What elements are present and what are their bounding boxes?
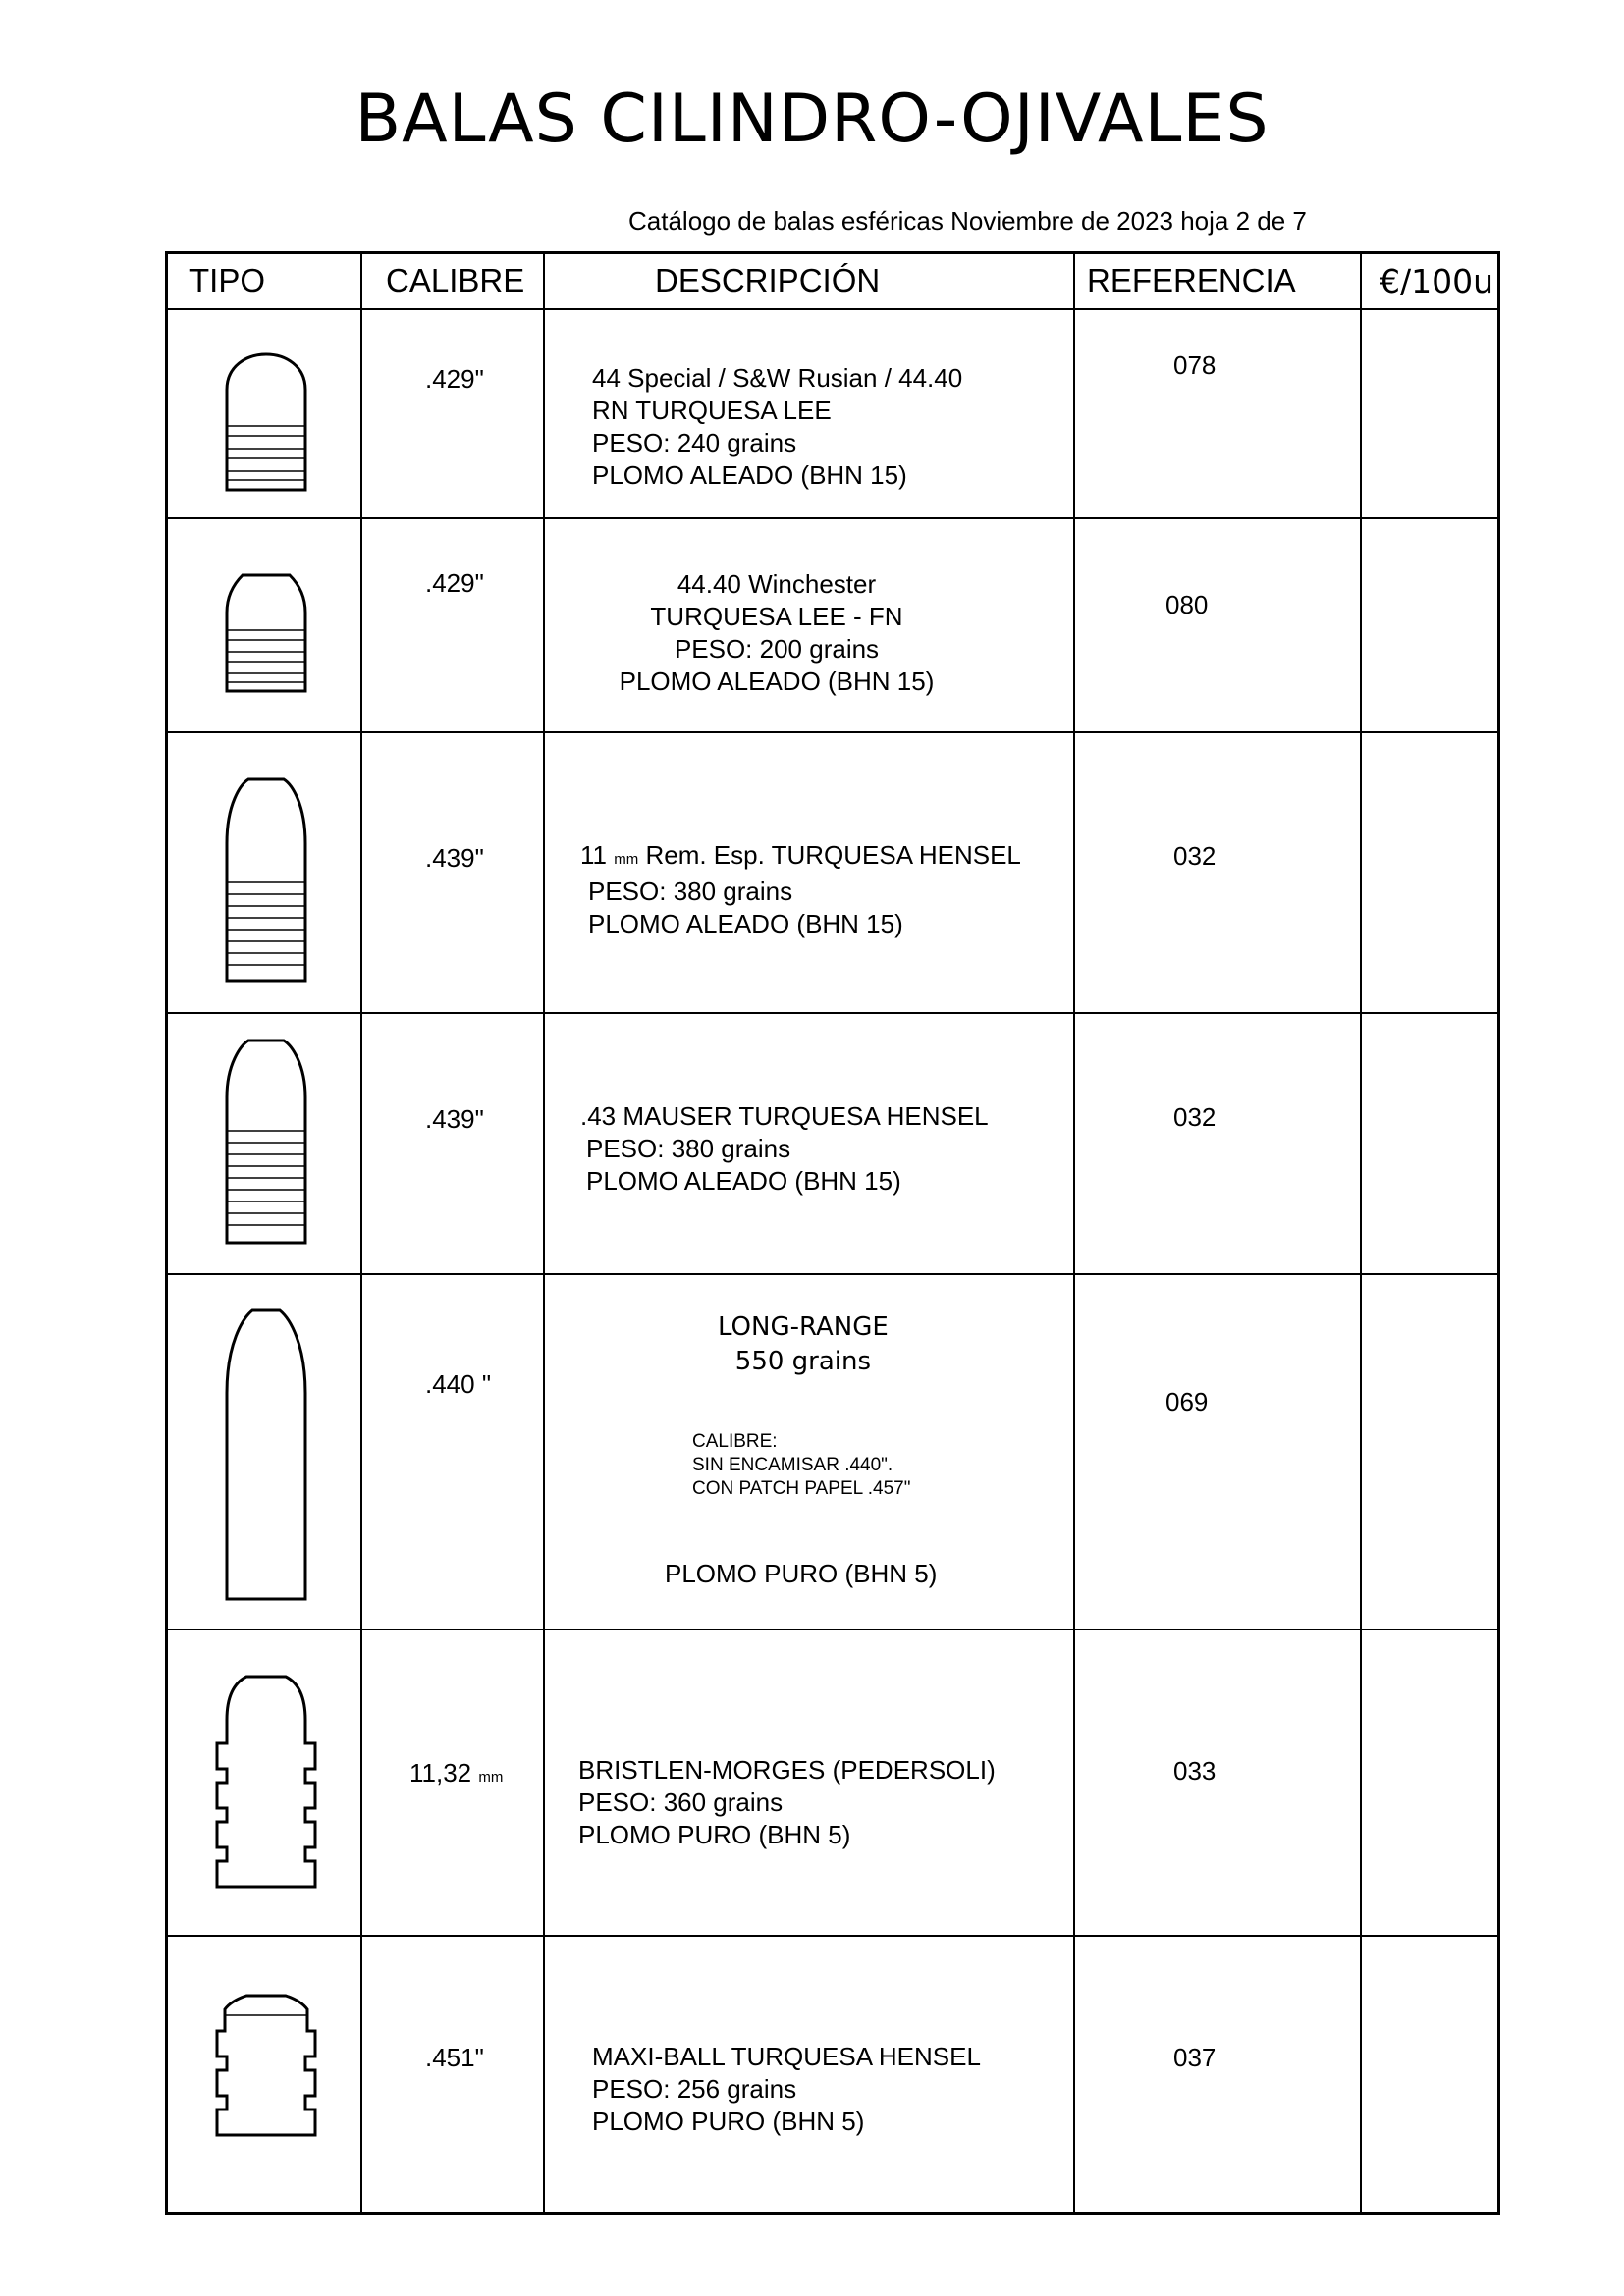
desc-line: 44 Special / S&W Rusian / 44.40 (592, 363, 963, 393)
desc-line: PLOMO PURO (BHN 5) (592, 2107, 865, 2136)
row-divider (168, 517, 1497, 519)
flat-nose-bullet-icon (217, 563, 315, 701)
desc-unit: mm (614, 851, 639, 868)
row-description-notes (692, 1430, 911, 1501)
row-calibre: .429" (425, 568, 484, 598)
row-divider (168, 1935, 1497, 1937)
page-title: BALAS CILINDRO-OJIVALES (354, 80, 1270, 158)
bullet-table (165, 251, 1500, 2215)
desc-line: PLOMO ALEADO (BHN 15) (588, 909, 903, 938)
row-description-title (718, 1310, 889, 1379)
desc-line: 550 grains (734, 1347, 872, 1376)
calibre-value: 11,32 (409, 1758, 472, 1788)
desc-text: Rem. Esp. TURQUESA HENSEL (645, 840, 1021, 870)
row-divider (168, 731, 1497, 733)
desc-line: PESO: 360 grains (578, 1788, 784, 1817)
calibre-unit: mm (478, 1769, 504, 1786)
row-reference: 080 (1165, 590, 1209, 619)
desc-line: PLOMO ALEADO (BHN 15) (619, 667, 935, 696)
row-calibre (409, 1758, 503, 1789)
row-reference: 033 (1173, 1756, 1217, 1786)
desc-line (580, 839, 1021, 876)
row-description (592, 2041, 981, 2138)
column-divider (1360, 254, 1362, 2212)
column-divider (360, 254, 362, 2212)
desc-line: .43 MAUSER TURQUESA HENSEL (580, 1101, 989, 1131)
desc-line: PESO: 380 grains (588, 877, 793, 906)
column-divider (543, 254, 545, 2212)
maxi-ball-bullet-icon (207, 1992, 325, 2149)
desc-line: MAXI-BALL TURQUESA HENSEL (592, 2042, 981, 2071)
row-reference: 032 (1173, 1102, 1217, 1132)
desc-line: RN TURQUESA LEE (592, 396, 832, 425)
row-calibre: .451" (425, 2043, 484, 2072)
row-reference: 037 (1173, 2043, 1217, 2072)
desc-line: 44.40 Winchester (677, 569, 877, 599)
desc-line: BRISTLEN-MORGES (PEDERSOLI) (578, 1755, 996, 1785)
desc-line: PESO: 256 grains (592, 2074, 797, 2104)
desc-line: PESO: 200 grains (674, 634, 880, 664)
long-ogival-bullet-icon (217, 774, 315, 990)
row-divider (168, 1629, 1497, 1630)
row-calibre: .440 " (425, 1369, 492, 1399)
row-description (580, 1100, 989, 1198)
desc-line: PESO: 240 grains (592, 428, 797, 457)
row-reference: 032 (1173, 841, 1217, 871)
row-description-footer: PLOMO PURO (BHN 5) (665, 1559, 938, 1588)
desc-prefix: 11 (580, 840, 607, 870)
row-divider (168, 1273, 1497, 1275)
row-divider (168, 308, 1497, 310)
header-referencia: REFERENCIA (1087, 262, 1296, 298)
row-description (578, 1754, 996, 1851)
round-nose-bullet-icon (217, 333, 315, 500)
row-calibre: .429" (425, 364, 484, 394)
column-divider (1073, 254, 1075, 2212)
desc-line: SIN ENCAMISAR .440". (692, 1455, 893, 1475)
ogival-bullet-icon (217, 1037, 315, 1253)
desc-line: CON PATCH PAPEL .457" (692, 1478, 911, 1499)
desc-line: PESO: 380 grains (586, 1134, 791, 1163)
desc-line: PLOMO ALEADO (BHN 15) (592, 460, 907, 490)
desc-line: LONG-RANGE (718, 1312, 889, 1342)
row-calibre: .439" (425, 1104, 484, 1134)
catalog-subtitle: Catálogo de balas esféricas Noviembre de 2023 hoja 2 de 7 (628, 206, 1307, 236)
desc-line: PLOMO ALEADO (BHN 15) (586, 1166, 901, 1196)
grooved-bullet-icon (207, 1673, 325, 1908)
desc-line: CALIBRE: (692, 1431, 778, 1452)
header-tipo: TIPO (189, 262, 266, 298)
long-range-bullet-icon (217, 1305, 315, 1609)
row-calibre: .439" (425, 843, 484, 873)
row-description (592, 362, 962, 492)
row-description (580, 839, 1021, 940)
row-divider (168, 1012, 1497, 1014)
row-description (600, 568, 953, 698)
desc-line: TURQUESA LEE - FN (650, 602, 903, 631)
header-descripcion: DESCRIPCIÓN (655, 262, 881, 298)
row-reference: 069 (1165, 1387, 1209, 1416)
header-calibre: CALIBRE (386, 262, 525, 298)
header-precio: €/100u (1380, 262, 1494, 300)
desc-line: PLOMO PURO (BHN 5) (578, 1820, 851, 1849)
row-reference: 078 (1173, 350, 1217, 380)
